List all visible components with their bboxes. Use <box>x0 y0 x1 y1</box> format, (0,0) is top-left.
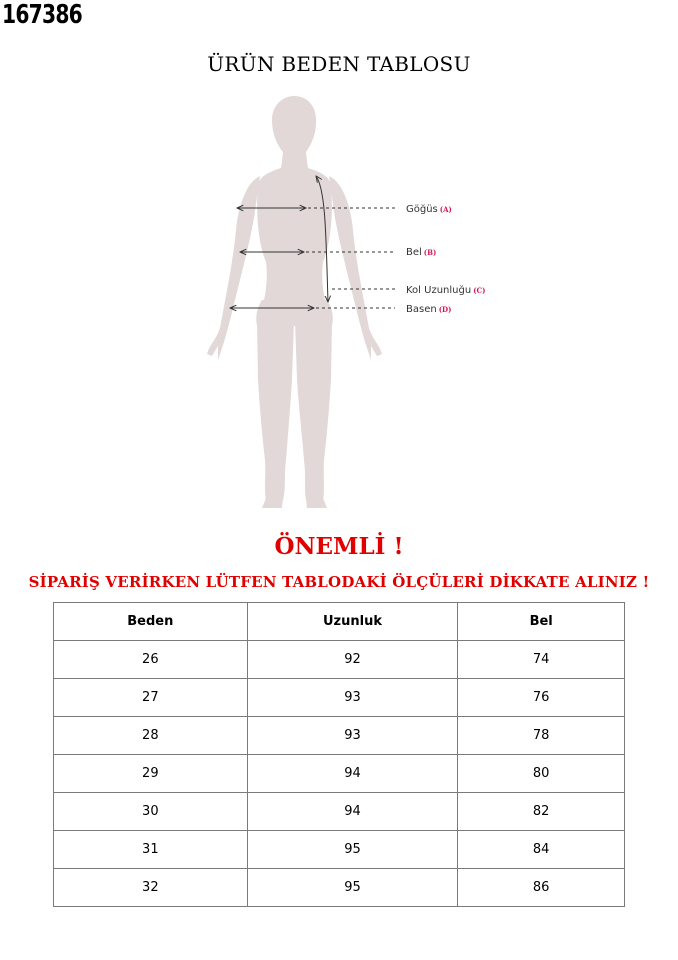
important-heading: ÖNEMLİ ! <box>274 533 404 560</box>
product-code: 167386 <box>2 0 82 30</box>
cell-size: 32 <box>54 869 248 907</box>
table-row <box>54 755 625 793</box>
cell-size: 26 <box>54 641 248 679</box>
waist-label: Bel (B) <box>406 247 437 258</box>
size-table <box>53 602 625 907</box>
cell-waist: 82 <box>458 793 625 831</box>
header-size: Beden <box>54 603 248 641</box>
cell-size: 27 <box>54 679 248 717</box>
table-header-row <box>54 603 625 641</box>
cell-size: 28 <box>54 717 248 755</box>
cell-size: 29 <box>54 755 248 793</box>
cell-length: 93 <box>247 679 458 717</box>
table-row <box>54 679 625 717</box>
body-silhouette <box>207 96 382 508</box>
table-row <box>54 641 625 679</box>
header-waist: Bel <box>458 603 625 641</box>
hip-label: Basen (D) <box>406 304 452 315</box>
cell-length: 95 <box>247 869 458 907</box>
table-row <box>54 869 625 907</box>
page-title: ÜRÜN BEDEN TABLOSU <box>207 52 471 76</box>
cell-waist: 86 <box>458 869 625 907</box>
cell-length: 95 <box>247 831 458 869</box>
body-measurement-figure <box>180 90 520 515</box>
table-row <box>54 717 625 755</box>
cell-length: 94 <box>247 755 458 793</box>
header-length: Uzunluk <box>247 603 458 641</box>
cell-waist: 74 <box>458 641 625 679</box>
table-row <box>54 793 625 831</box>
cell-size: 30 <box>54 793 248 831</box>
cell-waist: 84 <box>458 831 625 869</box>
cell-waist: 76 <box>458 679 625 717</box>
cell-waist: 80 <box>458 755 625 793</box>
arm-length-label: Kol Uzunluğu (C) <box>406 285 486 296</box>
order-warning: SİPARİŞ VERİRKEN LÜTFEN TABLODAKİ ÖLÇÜLERİ DİKKATE ALINIZ ! <box>28 573 650 591</box>
cell-length: 93 <box>247 717 458 755</box>
table-row <box>54 831 625 869</box>
cell-length: 94 <box>247 793 458 831</box>
cell-length: 92 <box>247 641 458 679</box>
cell-size: 31 <box>54 831 248 869</box>
cell-waist: 78 <box>458 717 625 755</box>
bust-label: Göğüs (A) <box>406 204 452 215</box>
